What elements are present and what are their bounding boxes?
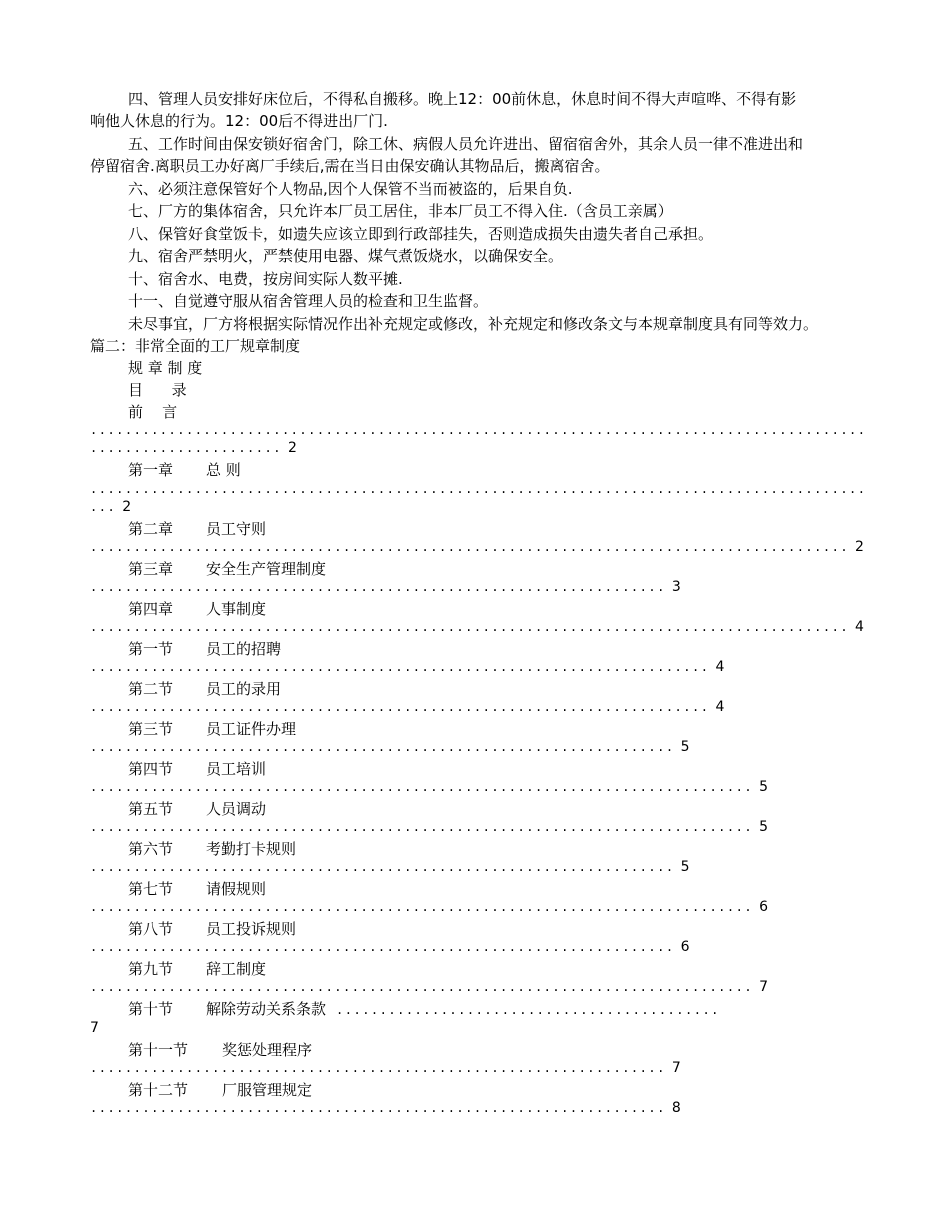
toc-leader-tail: ...................... 2	[90, 440, 297, 456]
rule-line	[90, 313, 870, 335]
toc-page-number: 2	[855, 539, 864, 555]
toc-leader: .................................................................. 7	[90, 1060, 681, 1076]
toc-entry-title: 前 言	[128, 403, 178, 421]
toc-page-number: 5	[680, 739, 690, 755]
toc-page-number: 2	[122, 499, 132, 515]
rule-text: 六、必须注意保管好个人物品,因个人保管不当而被盗的，后果自负.	[128, 180, 573, 198]
toc-leader-tail: ... 2	[90, 499, 132, 515]
toc-leader: ................................................................... 5	[90, 859, 690, 875]
toc-page-number: 7	[759, 979, 768, 995]
toc-entry-title: 第二章 员工守则	[128, 520, 267, 538]
toc-leader: ....................................................................... 4	[90, 699, 725, 715]
toc-entry-title: 第四节 员工培训	[128, 760, 267, 778]
toc-page-number: 6	[680, 939, 690, 955]
toc-page-number: 4	[715, 699, 725, 715]
toc-leader: ............................................................................ 7	[90, 979, 768, 995]
toc-leader: ....................................................................... 4	[90, 659, 725, 675]
toc-entry-title: 第三节 员工证件办理	[128, 720, 297, 738]
toc-page-number: 4	[855, 619, 864, 635]
toc-leader: ............................................................................ 6	[90, 899, 768, 915]
toc-page-number: 2	[287, 440, 297, 456]
rule-text: 五、工作时间由保安锁好宿舍门，除工休、病假人员允许进出、留宿宿舍外，其余人员一律不准进出和	[128, 135, 804, 153]
rule-line	[90, 133, 870, 155]
toc-page-number: 5	[759, 779, 768, 795]
rule-text: 九、宿舍严禁明火，严禁使用电器、煤气煮饭烧水，以确保安全。	[128, 247, 564, 265]
toc-entry-title: 第四章 人事制度	[128, 600, 267, 618]
rule-line	[90, 223, 870, 245]
toc-entry-title: 第七节 请假规则	[128, 880, 267, 898]
toc-entry-title: 第六节 考勤打卡规则	[128, 840, 297, 858]
rule-text: 十一、自觉遵守服从宿舍管理人员的检查和卫生监督。	[128, 292, 489, 310]
toc-page-number: 3	[671, 579, 681, 595]
toc-page-number: 5	[680, 859, 690, 875]
rule-text: 十、宿舍水、电费，按房间实际人数平摊.	[128, 270, 403, 288]
toc-entry-title: 第三章 安全生产管理制度	[128, 560, 327, 578]
toc-leader: ....................................................................................... 2	[90, 539, 864, 555]
rule-text: 停留宿舍.离职员工办好离厂手续后,需在当日由保安确认其物品后，搬离宿舍。	[90, 157, 610, 175]
toc-leader: ............................................................................ 5	[90, 819, 768, 835]
toc-entry-title: 第十二节 厂服管理规定	[128, 1081, 313, 1099]
toc-page-number: 6	[759, 899, 768, 915]
toc-leader: ................................................................... 6	[90, 939, 690, 955]
toc-leader: ............................................	[336, 1003, 720, 1017]
toc-entry-title: 第一节 员工的招聘	[128, 640, 282, 658]
toc-entry-title: 第一章 总 则	[128, 461, 241, 479]
toc-entry-title: 第五节 人员调动	[128, 800, 267, 818]
toc-entry-title: 第九节 辞工制度	[128, 960, 267, 978]
rule-line	[90, 268, 870, 290]
toc-label: 目 录	[128, 381, 187, 399]
section-title: 篇二：非常全面的工厂规章制度	[90, 337, 301, 355]
toc-leader: ................................................................... 5	[90, 739, 690, 755]
toc-page-number: 7	[90, 1020, 99, 1036]
rule-text: 八、保管好食堂饭卡，如遗失应该立即到行政部挂失，否则造成损失由遗失者自己承担。	[128, 225, 714, 243]
toc-page-number: 4	[715, 659, 725, 675]
doc-title: 规 章 制 度	[128, 359, 203, 377]
rule-text: 七、厂方的集体宿舍，只允许本厂员工居住，非本厂员工不得入住.（含员工亲属）	[128, 202, 673, 220]
toc-entry-title: 第十节 解除劳动关系条款 ............................................	[128, 1000, 720, 1018]
rule-text: 未尽事宜，厂方将根据实际情况作出补充规定或修改，补充规定和修改条文与本规章制度具有同等效力。	[128, 315, 819, 333]
toc-leader: ....................................................................................... 4	[90, 619, 864, 635]
toc-leader: .........................................................................................	[90, 423, 867, 437]
rule-line	[90, 178, 870, 200]
toc-leader: .........................................................................................	[90, 482, 867, 496]
rule-line	[90, 110, 870, 132]
rule-line	[90, 200, 870, 222]
toc-page-number: 8	[671, 1100, 681, 1116]
toc-page-number: 7	[671, 1060, 681, 1076]
rule-line	[90, 155, 870, 177]
rule-line	[90, 88, 870, 110]
toc-page-number: 5	[759, 819, 768, 835]
toc-entry-title: 第八节 员工投诉规则	[128, 920, 297, 938]
toc-leader: .................................................................. 3	[90, 579, 681, 595]
toc-leader-tail	[90, 1019, 99, 1037]
rule-line	[90, 245, 870, 267]
rule-text: 响他人休息的行为。12：00后不得进出厂门.	[90, 112, 388, 130]
rule-text: 四、管理人员安排好床位后，不得私自搬移。晚上12：00前休息，休息时间不得大声喧哗、不得有影	[128, 90, 797, 108]
rule-line	[90, 290, 870, 312]
toc-entry-title: 第十一节 奖惩处理程序	[128, 1041, 313, 1059]
toc-leader: ............................................................................ 5	[90, 779, 768, 795]
toc-entry-title: 第二节 员工的录用	[128, 680, 282, 698]
toc-leader: .................................................................. 8	[90, 1100, 681, 1116]
